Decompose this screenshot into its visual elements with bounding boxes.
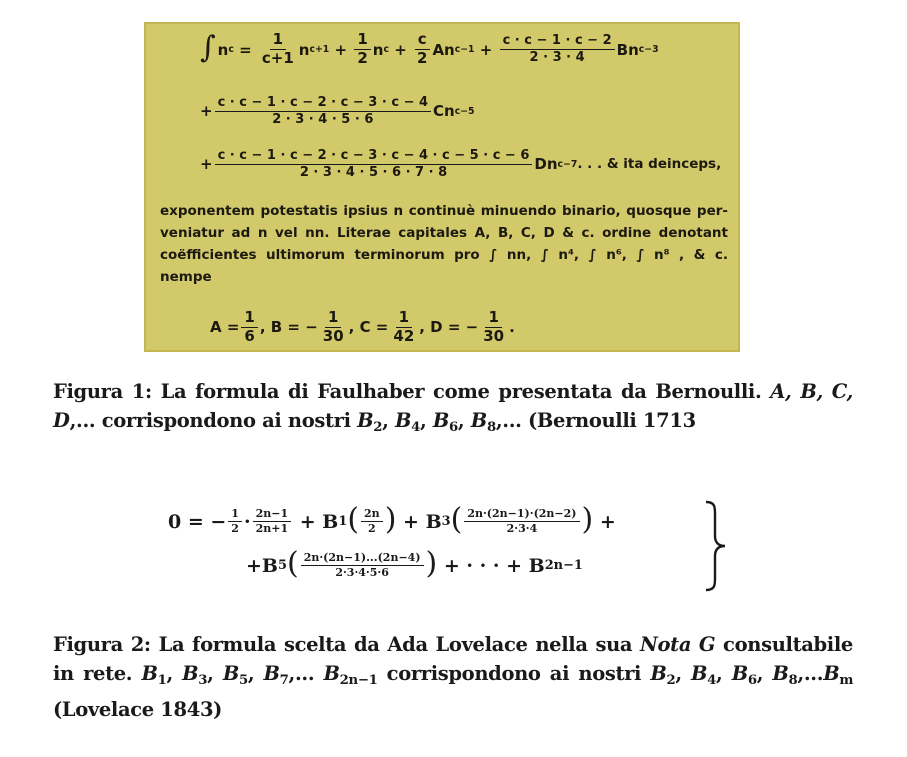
term-1-exponent: c+1 — [309, 44, 330, 55]
latin-line: exponentem potestatis ipsius n continuè minuendo binario, quosque per- — [160, 203, 728, 219]
term-2: n — [372, 40, 384, 59]
lovelace-equation — [168, 502, 728, 592]
plus-sign: + — [200, 155, 213, 174]
term-2-exponent: c — [383, 44, 389, 55]
coef-a-label: A = — [210, 318, 240, 337]
fraction-2: $\frac{1}{2}$ — [354, 32, 370, 67]
half-fraction: $\frac{1}{2}$ — [228, 508, 242, 534]
coef-c-label: , C = — [348, 318, 389, 337]
b1-term: + B — [299, 510, 339, 533]
caption-1-line-2: D,... corrispondono ai nostri $B_2$, $B_4$, $B_6$, $B_8$,... (Bernoulli 1713 — [53, 409, 696, 435]
period: . — [509, 318, 515, 337]
b1-subscript: 1 — [338, 514, 348, 529]
fraction-1: $\frac{1}{c+1}$ — [261, 30, 294, 67]
lovelace-equation-line-2: +B 5 ( $\frac{2n\cdot(2n-1)...(2n-4)}{2\cdot 3\cdot 4\cdot 5\cdot 6}$ ) + · · · + B 2n−1 — [246, 546, 583, 581]
fraction-d-term: $\frac{c \cdot c - 1 \cdot c - 2 \cdot c - 3 \cdot c - 4 \cdot c - 5 \cdot c - 6}{2 \cdot 3 \cdot 4 \cdot 5 \cdot 6 \cdot 7 \cdot 8}$ — [215, 149, 533, 179]
faulhaber-formula-line-3 — [200, 149, 721, 179]
b5-term: +B — [246, 554, 278, 577]
zero-equals: 0 = − — [168, 510, 227, 533]
latin-paragraph — [160, 200, 728, 288]
coef-c-fraction: $\frac{1}{42}$ — [393, 308, 415, 345]
coef-b-fraction: $\frac{1}{30}$ — [322, 308, 344, 345]
coef-d-label: , D = − — [419, 318, 479, 337]
latin-line: coëfficientes ultimorum terminorum pro ∫ nn, ∫ n⁴, ∫ n⁶, ∫ n⁸ , & c. — [160, 247, 728, 263]
caption-2-line-1: Figura 2: La formula scelta da Ada Lovelace nella sua Nota G consultabile — [53, 633, 853, 656]
dot-operator: · — [243, 510, 251, 533]
term-c: Cn — [433, 102, 455, 121]
term-4: Bn — [616, 40, 639, 59]
fraction-3: $\frac{c}{2}$ — [414, 32, 430, 67]
caption-1-line-1: Figura 1: La formula di Faulhaber come presentata da Bernoulli. A, B, C, — [53, 380, 854, 403]
coefficient-values — [210, 310, 515, 345]
caption-2-line-3: (Lovelace 1843) — [53, 697, 223, 721]
plus-sign: + — [200, 102, 213, 121]
term-c-exponent: c−5 — [454, 105, 475, 117]
figure-1-caption — [53, 377, 853, 442]
term-1: n — [298, 40, 310, 59]
last-subscript: 2n−1 — [544, 558, 583, 573]
equals-sign: = — [239, 40, 252, 59]
b5-subscript: 5 — [277, 558, 287, 573]
lovelace-equation-line-1: 0 = − $\frac{1}{2}$ · $\frac{2n-1}{2n+1}$ + B 1 ( $\frac{2n}{2}$ ) + B 3 ( $\frac{2n\cdot(2n-1)\cdot(2n-2)}{2\cdot 3\cdot 4}$ ) + — [168, 502, 616, 537]
b3-subscript: 3 — [441, 514, 451, 529]
b3-term: + B — [403, 510, 442, 533]
plus-sign: + — [479, 40, 493, 59]
coef-a-fraction: $\frac{1}{6}$ — [241, 310, 257, 345]
ratio-fraction: $\frac{2n-1}{2n+1}$ — [253, 508, 292, 534]
right-curly-brace — [700, 500, 730, 592]
series-tail: + · · · + B — [443, 554, 545, 577]
latin-continuation: . . . & ita deinceps, — [577, 156, 722, 173]
faulhaber-formula-line-1 — [200, 32, 659, 67]
lhs-exponent: c — [228, 44, 234, 55]
caption-2-line-2: in rete. $B_1$, $B_3$, $B_5$, $B_7$,... $B_{2n-1}$ corrispondono ai nostri $B_2$, $B_4$, $B_6$, $B_8,...B_m$ — [53, 662, 853, 688]
term-d: Dn — [534, 155, 558, 174]
latin-line: veniatur ad n vel nn. Literae capitales A, B, C, D & c. ordine denotant — [160, 225, 728, 241]
coef-b-label: , B = − — [259, 318, 318, 337]
b5-fraction: $\frac{2n\cdot(2n-1)...(2n-4)}{2\cdot 3\cdot 4\cdot 5\cdot 6}$ — [301, 552, 424, 578]
coef-d-fraction: $\frac{1}{30}$ — [483, 308, 505, 345]
fraction-c-term: $\frac{c \cdot c - 1 \cdot c - 2 \cdot c - 3 \cdot c - 4}{2 \cdot 3 \cdot 4 \cdot 5 \cdot 6}$ — [215, 96, 431, 126]
plus-sign: + — [599, 510, 616, 533]
b1-fraction: $\frac{2n}{2}$ — [361, 508, 383, 534]
plus-sign: + — [394, 40, 407, 59]
term-3-exponent: c−1 — [454, 44, 475, 55]
fraction-4: $\frac{c \cdot c - 1 \cdot c - 2}{2 \cdot 3 \cdot 4}$ — [500, 34, 615, 64]
term-4-exponent: c−3 — [638, 44, 659, 55]
integral-sign: ∫ — [200, 30, 216, 65]
bernoulli-excerpt — [144, 22, 740, 352]
figure-2-caption — [53, 630, 853, 724]
lhs-base: n — [217, 40, 229, 59]
b3-fraction: $\frac{2n\cdot(2n-1)\cdot(2n-2)}{2\cdot 3\cdot 4}$ — [464, 508, 579, 534]
term-3: An — [432, 40, 455, 59]
term-d-exponent: c−7 — [557, 158, 578, 170]
faulhaber-formula-line-2 — [200, 96, 475, 126]
plus-sign: + — [334, 40, 348, 59]
latin-line: nempe — [160, 269, 212, 285]
